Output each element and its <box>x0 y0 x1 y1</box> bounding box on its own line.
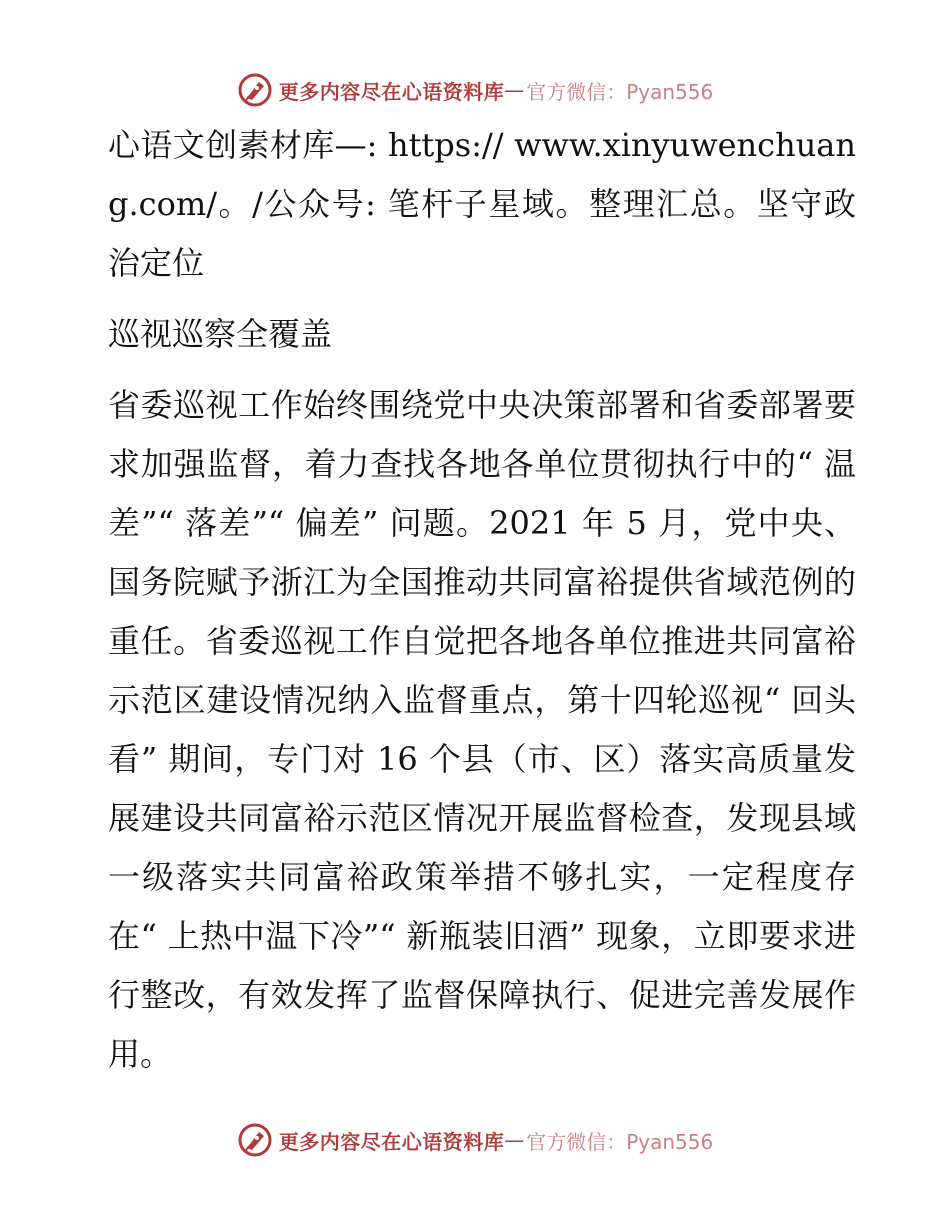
banner-wechat-label: 官方微信：Pyan556 <box>526 79 714 104</box>
pen-nib-logo-icon <box>237 72 273 108</box>
footer-banner <box>0 1120 950 1160</box>
document-body <box>96 116 856 1084</box>
intro-paragraph: 心语文创素材库—: https:// www.xinyuwenchuang.com/。/公众号: 笔杆子星域。整理汇总。坚守政治定位 <box>108 126 856 282</box>
section-title: 巡视巡察全覆盖 <box>108 315 333 353</box>
pen-nib-logo-icon <box>237 1122 273 1158</box>
footer-main-text: 更多内容尽在心语资料库 <box>278 1129 505 1154</box>
banner-separator: — <box>504 78 525 102</box>
body-paragraph: 省委巡视工作始终围绕党中央决策部署和省委部署要求加强监督，着力查找各地各单位贯彻执行中的“ 温差”“ 落差”“ 偏差” 问题。2021 年 5 月，党中央、国务院赋予浙江为全国推动共同富裕提供省域范例的重任。省委巡视工作自觉把各地各单位推进共同富裕示范区建设情况纳入监督重点，第十四轮巡视“ 回头看” 期间，专门对 16 个县（市、区）落实高质量发展建设共同富裕示范区情况开展监督检查，发现县域一级落实共同富裕政策举措不够扎实，一定程度存在“ 上热中温下冷”“ 新瓶装旧酒” 现象，立即要求进行整改，有效发挥了监督保障执行、促进完善发展作用。 <box>108 386 856 1073</box>
footer-separator: — <box>504 1128 525 1152</box>
banner-main-text: 更多内容尽在心语资料库 <box>278 79 505 104</box>
header-banner <box>0 70 950 110</box>
footer-wechat-label: 官方微信：Pyan556 <box>526 1129 714 1154</box>
